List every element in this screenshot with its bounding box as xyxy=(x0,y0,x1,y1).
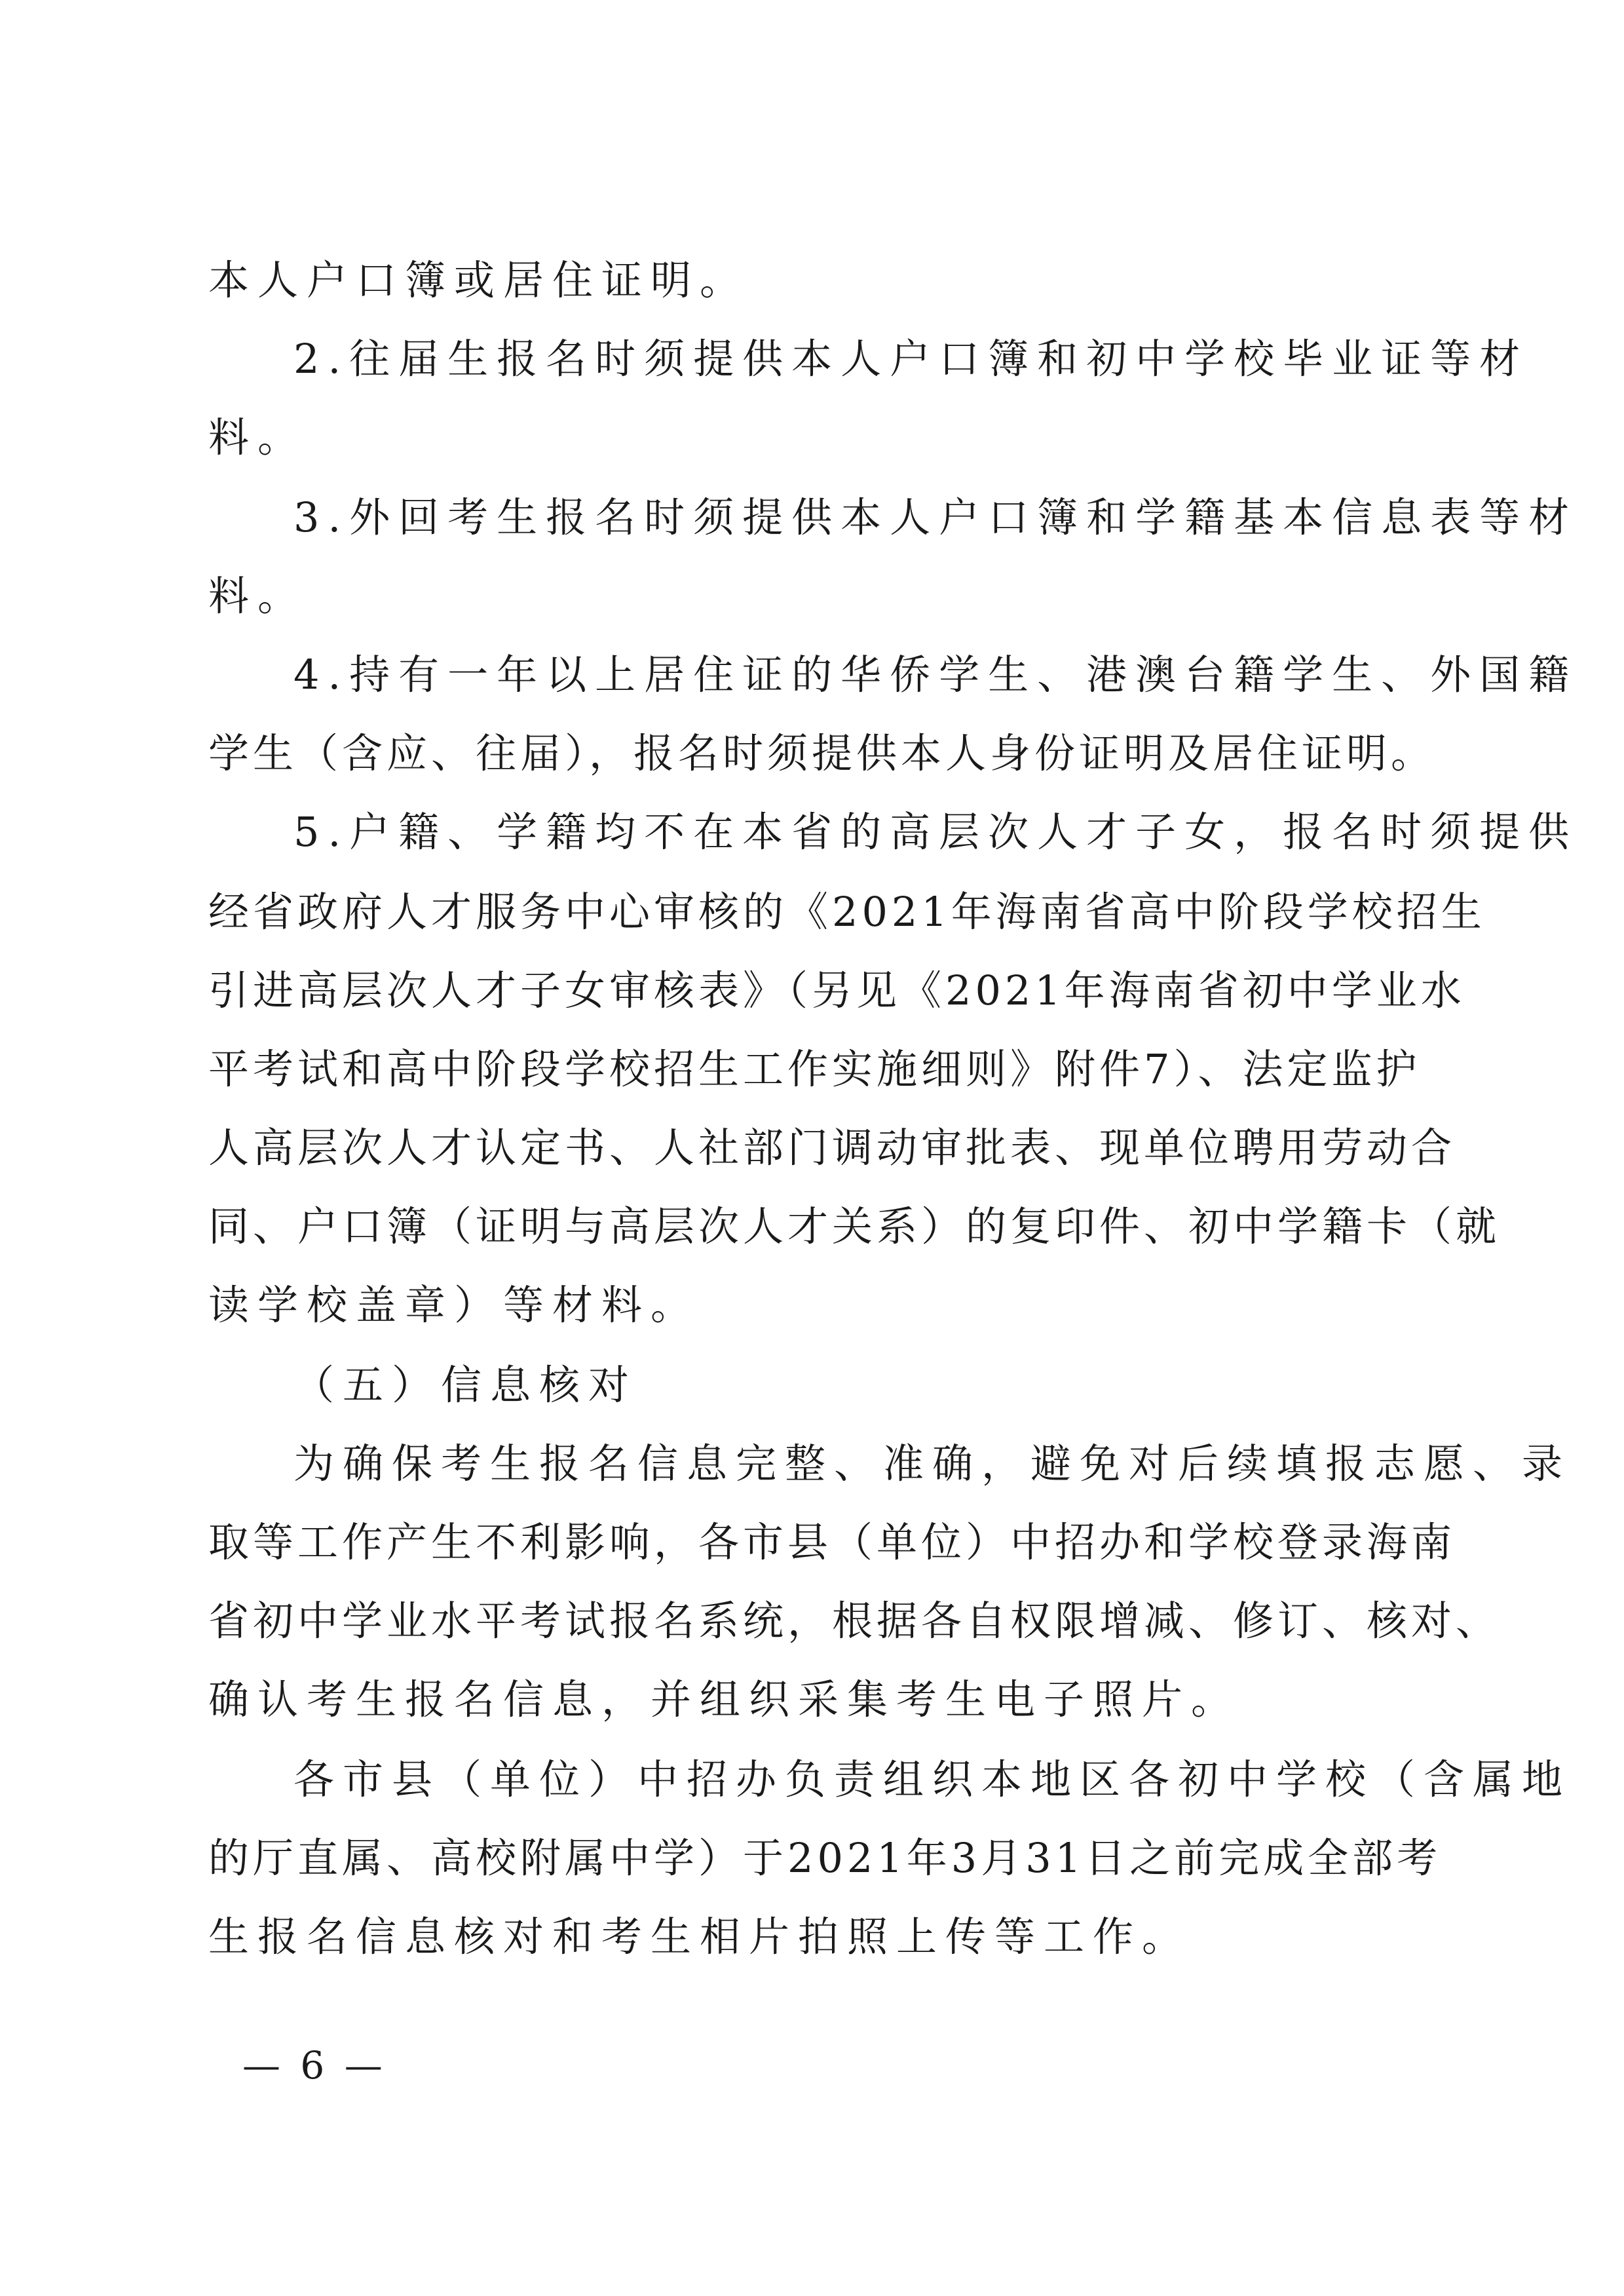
text-line: 同、户口簿（证明与高层次人才关系）的复印件、初中学籍卡（就 xyxy=(208,1202,1501,1250)
text-line: 平考试和高中阶段学校招生工作实施细则》附件7）、法定监护 xyxy=(208,1045,1421,1093)
text-line: 料。 xyxy=(208,413,307,461)
text-line: 3.外回考生报名时须提供本人户口簿和学籍基本信息表等材 xyxy=(293,493,1578,541)
text-line: 省初中学业水平考试报名系统，根据各自权限增减、修订、核对、 xyxy=(208,1597,1501,1645)
text-line: 为确保考生报名信息完整、准确，避免对后续填报志愿、录 xyxy=(293,1440,1572,1487)
text-line: 生报名信息核对和考生相片拍照上传等工作。 xyxy=(208,1913,1192,1961)
text-line: 5.户籍、学籍均不在本省的高层次人才子女，报名时须提供 xyxy=(293,808,1578,856)
text-line: 各市县（单位）中招办负责组织本地区各初中学校（含属地 xyxy=(293,1755,1572,1803)
text-line: 经省政府人才服务中心审核的《2021年海南省高中阶段学校招生 xyxy=(208,888,1486,936)
text-line: 的厅直属、高校附属中学）于2021年3月31日之前完成全部考 xyxy=(208,1834,1442,1882)
page-number: — 6 — xyxy=(242,2043,387,2088)
text-line: 2.往届生报名时须提供本人户口簿和初中学校毕业证等材 xyxy=(293,335,1529,383)
text-line: 人高层次人才认定书、人社部门调动审批表、现单位聘用劳动合 xyxy=(208,1124,1456,1172)
text-line: 4.持有一年以上居住证的华侨学生、港澳台籍学生、外国籍 xyxy=(293,651,1578,698)
text-line: 学生（含应、往届），报名时须提供本人身份证明及居住证明。 xyxy=(208,729,1436,777)
text-line: 读学校盖章）等材料。 xyxy=(208,1281,700,1329)
text-line: 本人户口簿或居住证明。 xyxy=(208,256,749,304)
section-heading: （五）信息核对 xyxy=(293,1361,638,1409)
text-line: 料。 xyxy=(208,572,307,620)
text-line: 取等工作产生不利影响，各市县（单位）中招办和学校登录海南 xyxy=(208,1518,1456,1566)
text-line: 确认考生报名信息，并组织采集考生电子照片。 xyxy=(208,1675,1241,1723)
text-line: 引进高层次人才子女审核表》（另见《2021年海南省初中学业水 xyxy=(208,966,1465,1014)
